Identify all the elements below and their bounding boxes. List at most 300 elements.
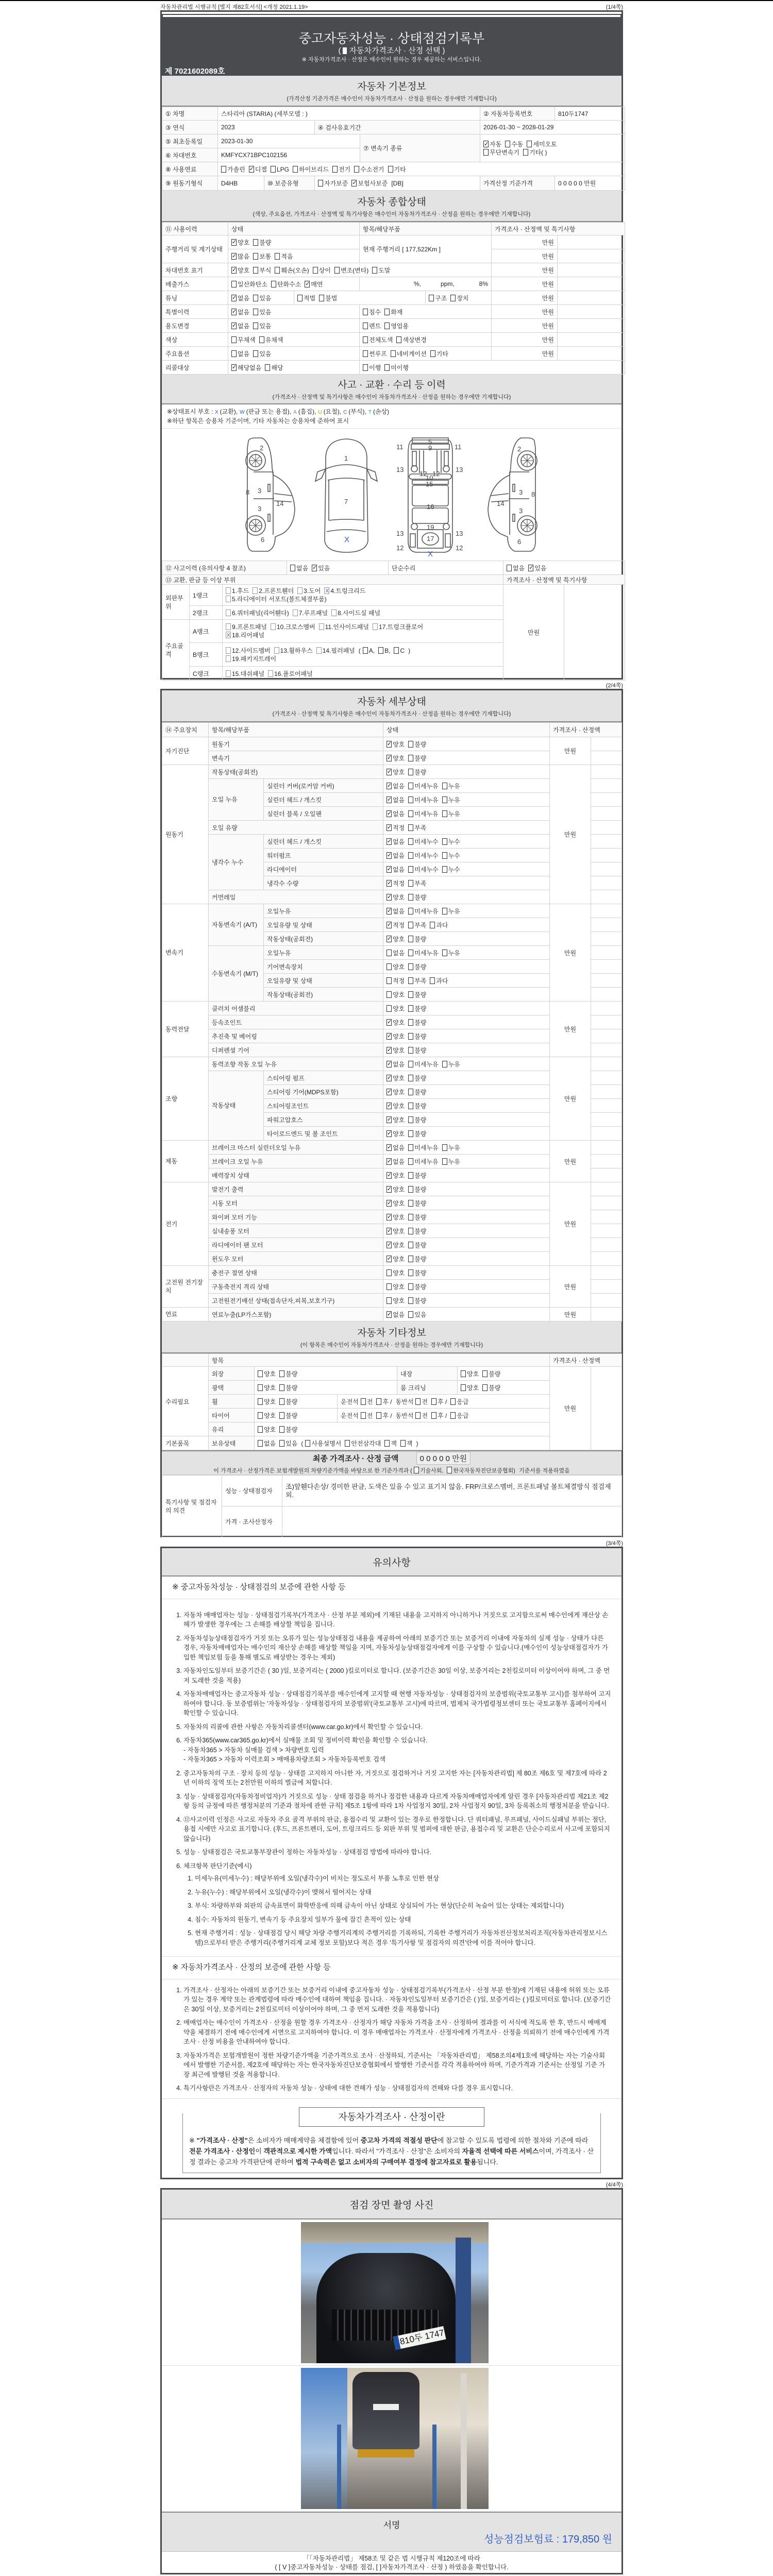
checkbox[interactable]: [408, 810, 413, 817]
checkbox-option[interactable]: [312, 564, 330, 572]
checkbox-option[interactable]: [523, 148, 547, 157]
checkbox-option[interactable]: [408, 1213, 426, 1222]
checkbox-option[interactable]: [253, 349, 271, 358]
checkbox[interactable]: [258, 1370, 263, 1377]
checkbox[interactable]: [384, 1440, 390, 1447]
checkbox-option[interactable]: [386, 1143, 405, 1152]
checkbox-option[interactable]: [430, 349, 448, 358]
checkbox-option[interactable]: [414, 1466, 444, 1475]
checkbox[interactable]: [354, 166, 359, 173]
checkbox-option[interactable]: [408, 740, 426, 749]
price-input[interactable]: [591, 1182, 622, 1196]
checkbox-option[interactable]: [408, 1018, 426, 1027]
checkbox[interactable]: [408, 838, 413, 845]
checkbox[interactable]: [523, 149, 528, 156]
checkbox[interactable]: [258, 1398, 263, 1405]
checkbox-option[interactable]: [386, 1282, 405, 1291]
checkbox-option[interactable]: [408, 907, 438, 916]
checkbox-option[interactable]: [313, 266, 331, 275]
checkbox[interactable]: [431, 1398, 436, 1405]
checkbox-option[interactable]: [258, 1439, 276, 1448]
checkbox-option[interactable]: [386, 1310, 405, 1319]
checkbox-option[interactable]: [415, 1411, 428, 1420]
checkbox[interactable]: [386, 1089, 392, 1095]
checkbox[interactable]: [386, 1158, 392, 1165]
checkbox[interactable]: [408, 866, 413, 873]
checkbox[interactable]: [442, 783, 447, 789]
checkbox[interactable]: [226, 647, 231, 654]
checkbox[interactable]: [361, 1398, 366, 1405]
checkbox-option[interactable]: [386, 1185, 405, 1194]
checkbox[interactable]: [226, 596, 231, 602]
checkbox[interactable]: [386, 1019, 392, 1026]
checkbox-option[interactable]: [268, 669, 313, 678]
checkbox[interactable]: [431, 1412, 436, 1419]
checkbox[interactable]: [231, 239, 237, 246]
checkbox-option[interactable]: [297, 587, 321, 595]
price-input[interactable]: [591, 737, 622, 751]
checkbox-option[interactable]: [442, 782, 460, 790]
checkbox[interactable]: [253, 239, 258, 246]
checkbox[interactable]: [258, 1440, 263, 1447]
checkbox[interactable]: [408, 1283, 413, 1290]
checkbox[interactable]: [231, 350, 237, 357]
checkbox[interactable]: [386, 1228, 392, 1234]
checkbox-option[interactable]: [231, 363, 261, 372]
checkbox-option[interactable]: [345, 1439, 381, 1448]
checkbox[interactable]: [231, 323, 237, 329]
checkbox[interactable]: [442, 1144, 447, 1151]
checkbox[interactable]: [231, 253, 237, 260]
checkbox[interactable]: [253, 253, 258, 260]
checkbox-option[interactable]: [450, 1411, 468, 1420]
checkbox-option[interactable]: [361, 1397, 373, 1406]
checkbox-option[interactable]: [482, 1369, 500, 1378]
price-input[interactable]: [558, 235, 625, 249]
checkbox-option[interactable]: [415, 1397, 428, 1406]
checkbox[interactable]: [386, 950, 392, 956]
checkbox[interactable]: [312, 565, 317, 571]
checkbox[interactable]: [386, 1172, 392, 1179]
checkbox-option[interactable]: [305, 280, 323, 289]
checkbox[interactable]: [391, 350, 396, 357]
price-input[interactable]: [591, 1266, 622, 1280]
checkbox[interactable]: [408, 755, 413, 761]
checkbox[interactable]: [408, 769, 413, 775]
checkbox[interactable]: [388, 166, 393, 173]
checkbox[interactable]: [400, 1440, 406, 1447]
price-input[interactable]: [591, 1127, 622, 1141]
price-input[interactable]: [591, 835, 622, 849]
checkbox-option[interactable]: [408, 879, 426, 888]
checkbox-option[interactable]: [483, 148, 519, 157]
checkbox-option[interactable]: [386, 1060, 405, 1069]
checkbox[interactable]: [442, 810, 447, 817]
checkbox[interactable]: [408, 1116, 413, 1123]
checkbox-option[interactable]: [408, 1046, 426, 1055]
checkbox[interactable]: [408, 1144, 413, 1151]
checkbox[interactable]: [442, 1061, 447, 1067]
checkbox-option[interactable]: [271, 280, 301, 289]
checkbox-option[interactable]: [386, 865, 405, 874]
checkbox-option[interactable]: [354, 165, 384, 174]
checkbox-option[interactable]: [408, 837, 438, 846]
checkbox-option[interactable]: [386, 948, 405, 957]
checkbox[interactable]: [408, 963, 413, 970]
checkbox[interactable]: [324, 587, 329, 594]
checkbox[interactable]: [527, 141, 532, 147]
checkbox[interactable]: [408, 1242, 413, 1248]
checkbox-option[interactable]: [290, 564, 308, 572]
checkbox-option[interactable]: [259, 335, 283, 344]
price-input[interactable]: [591, 1367, 622, 1450]
checkbox[interactable]: [386, 922, 392, 928]
checkbox-option[interactable]: [386, 921, 405, 929]
checkbox-option[interactable]: [408, 1004, 426, 1013]
checkbox[interactable]: [408, 1297, 413, 1304]
checkbox[interactable]: [332, 166, 338, 173]
checkbox-option[interactable]: [386, 1129, 405, 1138]
checkbox-option[interactable]: [408, 1199, 426, 1208]
checkbox[interactable]: [483, 149, 489, 156]
checkbox-option[interactable]: [386, 1227, 405, 1235]
checkbox[interactable]: [279, 1412, 284, 1419]
checkbox-option[interactable]: [231, 266, 249, 275]
checkbox[interactable]: [408, 1186, 413, 1193]
checkbox-option[interactable]: [408, 935, 426, 943]
checkbox-option[interactable]: [527, 140, 557, 148]
checkbox-option[interactable]: [226, 655, 276, 663]
checkbox[interactable]: [447, 1467, 452, 1473]
price-input[interactable]: [591, 1057, 622, 1071]
inspector-opinion[interactable]: 조)앞휀다손상/ 경미한 판금, 도색은 있을 수 있고 표기치 않음. FRP/크로스멤버, 프론트패널 볼트체결방식 점검제외.: [282, 1476, 622, 1506]
checkbox[interactable]: [408, 1172, 413, 1179]
checkbox[interactable]: [450, 1412, 456, 1419]
checkbox[interactable]: [408, 1200, 413, 1207]
checkbox[interactable]: [258, 1426, 263, 1433]
price-input[interactable]: [591, 1085, 622, 1099]
checkbox[interactable]: [386, 866, 392, 873]
checkbox[interactable]: [408, 1089, 413, 1095]
checkbox[interactable]: [408, 950, 413, 956]
checkbox-option[interactable]: [324, 587, 365, 595]
checkbox[interactable]: [408, 796, 413, 803]
checkbox[interactable]: [408, 1019, 413, 1026]
checkbox-option[interactable]: [363, 308, 381, 316]
checkbox[interactable]: [231, 309, 237, 315]
checkbox-option[interactable]: [408, 823, 426, 832]
checkbox[interactable]: [386, 810, 392, 817]
checkbox-option[interactable]: [231, 335, 256, 344]
checkbox[interactable]: [386, 852, 392, 859]
price-input[interactable]: [591, 904, 622, 918]
checkbox-option[interactable]: [279, 1397, 297, 1406]
checkbox-option[interactable]: [408, 1227, 426, 1235]
checkbox[interactable]: [408, 1061, 413, 1067]
checkbox[interactable]: [408, 922, 413, 928]
checkbox-option[interactable]: [507, 564, 525, 572]
checkbox-option[interactable]: [386, 823, 405, 832]
checkbox-option[interactable]: [429, 294, 447, 302]
checkbox-option[interactable]: [386, 782, 405, 790]
checkbox-option[interactable]: [442, 865, 460, 874]
checkbox[interactable]: [408, 741, 413, 748]
checkbox-option[interactable]: [408, 1032, 426, 1041]
checkbox[interactable]: [345, 1440, 350, 1447]
checkbox[interactable]: [386, 796, 392, 803]
price-input[interactable]: [591, 1015, 622, 1029]
price-input[interactable]: [591, 1294, 622, 1308]
checkbox-option[interactable]: [226, 669, 264, 678]
checkbox[interactable]: [528, 565, 533, 571]
checkbox-option[interactable]: [386, 1046, 405, 1055]
checkbox[interactable]: [442, 852, 447, 859]
checkbox[interactable]: [231, 364, 237, 371]
checkbox-option[interactable]: [408, 1101, 426, 1110]
price-input[interactable]: [558, 319, 625, 333]
checkbox[interactable]: [331, 609, 337, 616]
checkbox-option[interactable]: [408, 795, 438, 804]
checkbox-option[interactable]: [363, 363, 381, 372]
checkbox-option[interactable]: [442, 837, 460, 846]
checkbox[interactable]: [386, 1283, 392, 1290]
checkbox[interactable]: [221, 166, 226, 173]
checkbox[interactable]: [386, 1144, 392, 1151]
checkbox-option[interactable]: [386, 879, 405, 888]
price-input[interactable]: [591, 1238, 622, 1252]
checkbox-option[interactable]: [384, 1439, 397, 1448]
checkbox-option[interactable]: [386, 1213, 405, 1222]
checkbox[interactable]: [386, 1103, 392, 1109]
price-input[interactable]: [591, 1002, 622, 1015]
checkbox-option[interactable]: [279, 1411, 297, 1420]
checkbox-option[interactable]: [279, 1425, 297, 1434]
checkbox[interactable]: [408, 1047, 413, 1054]
checkbox-option[interactable]: [431, 1411, 447, 1420]
checkbox-option[interactable]: [279, 1439, 297, 1448]
checkbox-option[interactable]: [505, 140, 523, 148]
checkbox-option[interactable]: [431, 1397, 447, 1406]
checkbox[interactable]: [265, 364, 270, 371]
checkbox-option[interactable]: [226, 647, 271, 655]
checkbox-option[interactable]: [450, 1397, 468, 1406]
checkbox[interactable]: [430, 350, 435, 357]
checkbox-option[interactable]: [384, 363, 409, 372]
price-input[interactable]: [591, 862, 622, 876]
checkbox-option[interactable]: [408, 921, 426, 929]
checkbox-option[interactable]: [442, 907, 460, 916]
checkbox-option[interactable]: [442, 1143, 460, 1152]
checkbox-option[interactable]: [408, 976, 426, 985]
checkbox[interactable]: [408, 977, 413, 984]
checkbox-option[interactable]: [408, 1268, 426, 1277]
checkbox-option[interactable]: [442, 809, 460, 818]
checkbox-option[interactable]: [408, 1282, 426, 1291]
checkbox[interactable]: [316, 647, 322, 654]
checkbox[interactable]: [384, 364, 390, 371]
checkbox[interactable]: [258, 1384, 263, 1391]
checkbox[interactable]: [279, 1426, 284, 1433]
checkbox-option[interactable]: [271, 166, 289, 173]
checkbox[interactable]: [226, 632, 231, 638]
checkbox[interactable]: [363, 309, 368, 315]
checkbox[interactable]: [386, 1005, 392, 1012]
checkbox[interactable]: [408, 1103, 413, 1109]
price-input[interactable]: [591, 1141, 622, 1155]
checkbox[interactable]: [268, 670, 273, 677]
checkbox[interactable]: [386, 1033, 392, 1040]
checkbox-option[interactable]: [408, 1310, 426, 1319]
price-input[interactable]: [591, 946, 622, 960]
price-input[interactable]: [591, 1168, 622, 1182]
checkbox[interactable]: [386, 1061, 392, 1067]
checkbox-option[interactable]: [386, 1268, 405, 1277]
checkbox-option[interactable]: [396, 335, 426, 344]
checkbox-option[interactable]: [483, 140, 501, 148]
checkbox[interactable]: [386, 741, 392, 748]
price-input[interactable]: [591, 1280, 622, 1294]
price-input[interactable]: [591, 807, 622, 821]
checkbox-option[interactable]: [226, 631, 264, 639]
checkbox-option[interactable]: [386, 1199, 405, 1208]
checkbox-option[interactable]: [226, 595, 327, 603]
checkbox[interactable]: [507, 565, 512, 571]
checkbox-option[interactable]: [386, 837, 405, 846]
checkbox[interactable]: [461, 1370, 466, 1377]
checkbox-option[interactable]: [386, 1171, 405, 1180]
price-input[interactable]: [591, 1155, 622, 1168]
checkbox[interactable]: [408, 783, 413, 789]
checkbox[interactable]: [376, 1398, 381, 1405]
checkbox-option[interactable]: [408, 1157, 438, 1166]
checkbox[interactable]: [231, 336, 237, 343]
checkbox-option[interactable]: [408, 893, 426, 902]
checkbox-option[interactable]: [408, 1129, 426, 1138]
checkbox[interactable]: [408, 852, 413, 859]
checkbox[interactable]: [408, 894, 413, 901]
checkbox-option[interactable]: [386, 907, 405, 916]
checkbox[interactable]: [231, 295, 237, 301]
checkbox[interactable]: [408, 1033, 413, 1040]
checkbox[interactable]: [408, 936, 413, 942]
checkbox[interactable]: [386, 1116, 392, 1123]
checkbox[interactable]: [450, 295, 456, 301]
checkbox[interactable]: [253, 323, 258, 329]
checkbox-option[interactable]: [442, 795, 460, 804]
checkbox-option[interactable]: [297, 294, 315, 302]
checkbox[interactable]: [442, 950, 447, 956]
checkbox-option[interactable]: [461, 1369, 479, 1378]
checkbox-option[interactable]: [351, 179, 388, 188]
checkbox-option[interactable]: [386, 1241, 405, 1249]
checkbox[interactable]: [271, 166, 276, 173]
checkbox-option[interactable]: [363, 321, 381, 330]
checkbox-option[interactable]: [386, 740, 405, 749]
checkbox[interactable]: [461, 1384, 466, 1391]
checkbox[interactable]: [386, 1047, 392, 1054]
checkbox-option[interactable]: [384, 321, 409, 330]
checkbox-option[interactable]: [386, 1255, 405, 1263]
checkbox[interactable]: [305, 281, 310, 287]
price-input[interactable]: [591, 932, 622, 946]
checkbox[interactable]: [293, 609, 298, 616]
checkbox[interactable]: [259, 336, 264, 343]
checkbox-option[interactable]: [386, 1296, 405, 1305]
price-input[interactable]: [591, 1029, 622, 1043]
checkbox[interactable]: [386, 1269, 392, 1276]
checkbox-option[interactable]: [442, 851, 460, 860]
checkbox-option[interactable]: [408, 962, 426, 971]
checkbox-option[interactable]: [258, 1383, 276, 1392]
price-input[interactable]: [591, 1113, 622, 1127]
price-input[interactable]: [591, 1308, 622, 1321]
checkbox-option[interactable]: [408, 1171, 426, 1180]
checkbox[interactable]: [253, 587, 258, 594]
price-input[interactable]: [591, 793, 622, 807]
checkbox[interactable]: [253, 350, 258, 357]
checkbox-option[interactable]: [258, 1411, 276, 1420]
checkbox-option[interactable]: [482, 1383, 500, 1392]
checkbox-option[interactable]: [293, 165, 329, 174]
checkbox-option[interactable]: [373, 623, 423, 631]
price-input[interactable]: [564, 585, 625, 681]
price-input[interactable]: [591, 751, 622, 765]
checkbox-option[interactable]: [528, 564, 546, 572]
checkbox[interactable]: [408, 1214, 413, 1221]
checkbox-option[interactable]: [361, 1411, 373, 1420]
checkbox[interactable]: [442, 1158, 447, 1165]
checkbox-option[interactable]: [386, 1088, 405, 1096]
checkbox[interactable]: [408, 991, 413, 998]
checkbox-option[interactable]: [408, 1255, 426, 1263]
checkbox[interactable]: [334, 267, 340, 274]
checkbox[interactable]: [253, 267, 258, 274]
checkbox-option[interactable]: [447, 1466, 515, 1475]
checkbox-option[interactable]: [408, 1296, 426, 1305]
checkbox-option[interactable]: [319, 294, 337, 302]
checkbox-option[interactable]: [408, 1241, 426, 1249]
checkbox[interactable]: [408, 1005, 413, 1012]
checkbox-option[interactable]: [408, 768, 426, 776]
checkbox[interactable]: [386, 977, 392, 984]
checkbox[interactable]: [226, 655, 231, 662]
checkbox-option[interactable]: [386, 990, 405, 999]
price-input[interactable]: [558, 249, 625, 263]
checkbox[interactable]: [408, 1269, 413, 1276]
checkbox-option[interactable]: [226, 623, 267, 631]
checkbox[interactable]: [363, 364, 368, 371]
checkbox[interactable]: [408, 1256, 413, 1262]
checkbox-option[interactable]: [372, 266, 390, 275]
checkbox[interactable]: [442, 838, 447, 845]
checkbox-option[interactable]: [461, 1383, 479, 1392]
checkbox[interactable]: [319, 623, 324, 630]
checkbox[interactable]: [505, 141, 510, 147]
checkbox[interactable]: [442, 796, 447, 803]
price-input[interactable]: [591, 1196, 622, 1210]
checkbox-option[interactable]: [332, 165, 350, 174]
checkbox[interactable]: [226, 670, 231, 677]
price-input[interactable]: [558, 333, 625, 347]
price-input[interactable]: [591, 1224, 622, 1238]
checkbox[interactable]: [408, 824, 413, 831]
checkbox[interactable]: [363, 647, 368, 654]
price-input[interactable]: [591, 1071, 622, 1085]
checkbox-option[interactable]: [231, 294, 249, 302]
checkbox[interactable]: [249, 166, 254, 173]
checkbox-option[interactable]: [305, 1439, 341, 1448]
checkbox[interactable]: [384, 323, 390, 329]
